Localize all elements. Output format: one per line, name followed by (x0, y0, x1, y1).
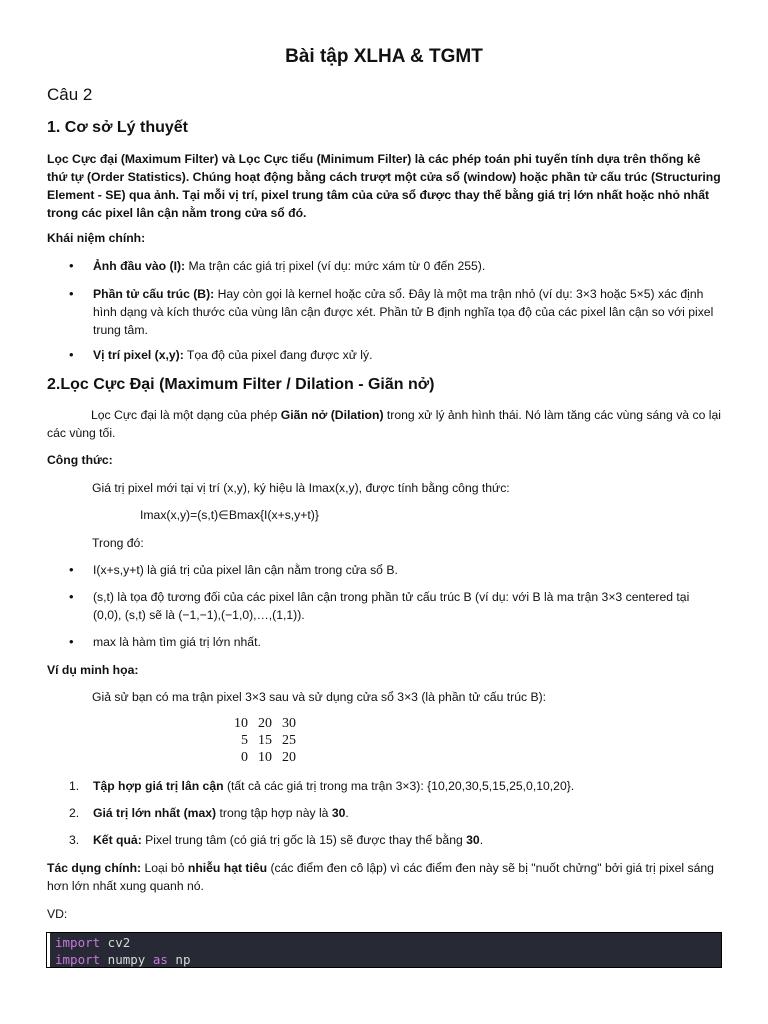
where-list (47, 588, 721, 624)
where-item: • (s,t) là tọa độ tương đối của các pixel lân cận trong phần tử cấu trúc B (ví dụ: với B là ma trận 3×3 centered tại (0,0), (s,t) sẽ là (−1,−1),(−1,0),…,(1,1)). (47, 588, 721, 624)
matrix-row (229, 715, 301, 732)
where-item: • max là hàm tìm giá trị lớn nhất. (47, 633, 721, 651)
section-2-heading: 2.Lọc Cực Đại (Maximum Filter / Dilation - Giãn nở) (47, 376, 435, 393)
concept-item: • Phần tử cấu trúc (B): Hay còn gọi là kernel hoặc cửa sổ. Đây là một ma trận nhỏ (ví dụ: 3×3 hoặc 5×5) xác định hình dạng và kích thước của vùng lân cận được xét. Phần tử B định nghĩa tọa độ của các pixel lân cận so với pixel trung tâm. (47, 285, 721, 339)
formula-label: Công thức: (47, 453, 113, 467)
code-block[interactable] (47, 933, 721, 967)
where-list (47, 633, 721, 651)
formula-intro: Giá trị pixel mới tại vị trí (x,y), ký hiệu là Imax(x,y), được tính bằng công thức: (92, 481, 510, 495)
code-line: import numpy as np (55, 952, 191, 967)
matrix-cell: 20 (282, 749, 296, 765)
matrix-cell: 30 (282, 715, 296, 731)
matrix-cell: 5 (241, 732, 248, 748)
section-2-intro: Lọc Cực đại là một dạng của phép Giãn nở (Dilation) trong xử lý ảnh hình thái. Nó làm tăng các vùng sáng và co lại các vùng tối. (47, 408, 721, 440)
document-title: Bài tập XLHA & TGMT (285, 46, 483, 67)
section-1-intro: Lọc Cực đại (Maximum Filter) và Lọc Cực tiểu (Minimum Filter) là các phép toán phi tuyến tính dựa trên thống kê thứ tự (Order Statistics). Chúng hoạt động bằng cách trượt một cửa sổ (window) hoặc phần tử cấu trúc (Structuring Element - SE) qua ảnh. Tại mỗi vị trí, pixel trung tâm của cửa sổ được thay thế bằng giá trị lớn nhất hoặc nhỏ nhất trong các pixel lân cận nằm trong cửa sổ đó. (47, 152, 721, 220)
matrix-cell: 10 (234, 715, 248, 731)
concepts-list (47, 257, 721, 275)
steps-list (47, 831, 721, 849)
pixel-matrix (229, 715, 301, 766)
matrix-cell: 0 (241, 749, 248, 765)
where-label: Trong đó: (92, 536, 144, 550)
matrix-cell: 25 (282, 732, 296, 748)
concepts-list (47, 285, 721, 339)
effect-paragraph: Tác dụng chính: Loại bỏ nhiễu hạt tiêu (các điểm đen cô lập) vì các điểm đen này sẽ bị "nuốt chửng" bởi giá trị pixel sáng hơn lớn nhất xung quanh nó. (47, 861, 714, 893)
matrix-cell: 20 (258, 715, 272, 731)
matrix-cell: 10 (258, 749, 272, 765)
steps-list (47, 777, 721, 795)
matrix-row (229, 749, 301, 766)
concept-item: • Ảnh đầu vào (I): Ma trận các giá trị pixel (ví dụ: mức xám từ 0 đến 255). (47, 257, 721, 275)
formula: Imax(x,y)=(s,t)∈Bmax{I(x+s,y+t)} (140, 508, 319, 522)
code-line: import cv2 (55, 935, 131, 950)
section-1-heading: 1. Cơ sở Lý thuyết (47, 119, 188, 136)
question-heading: Câu 2 (47, 85, 93, 104)
concept-item: • Vị trí pixel (x,y): Tọa độ của pixel đang được xử lý. (47, 346, 721, 364)
concepts-label: Khái niệm chính: (47, 231, 146, 245)
example-label: Ví dụ minh họa: (47, 663, 139, 677)
where-item: • I(x+s,y+t) là giá trị của pixel lân cận nằm trong cửa sổ B. (47, 561, 721, 579)
step-item: 2. Giá trị lớn nhất (max) trong tập hợp này là 30. (69, 806, 349, 820)
example-intro: Giả sử bạn có ma trận pixel 3×3 sau và sử dụng cửa sổ 3×3 (là phần tử cấu trúc B): (92, 690, 547, 704)
vd-label: VD: (47, 907, 68, 921)
concepts-list (47, 346, 721, 364)
steps-list (47, 804, 721, 822)
step-item: 3. Kết quả: Pixel trung tâm (có giá trị gốc là 15) sẽ được thay thế bằng 30. (69, 833, 484, 847)
matrix-row (229, 732, 301, 749)
where-list (47, 561, 721, 579)
step-item: 1. Tập hợp giá trị lân cận (tất cả các giá trị trong ma trận 3×3): {10,20,30,5,15,25,0,10,20}. (69, 779, 575, 793)
matrix-cell: 15 (258, 732, 272, 748)
